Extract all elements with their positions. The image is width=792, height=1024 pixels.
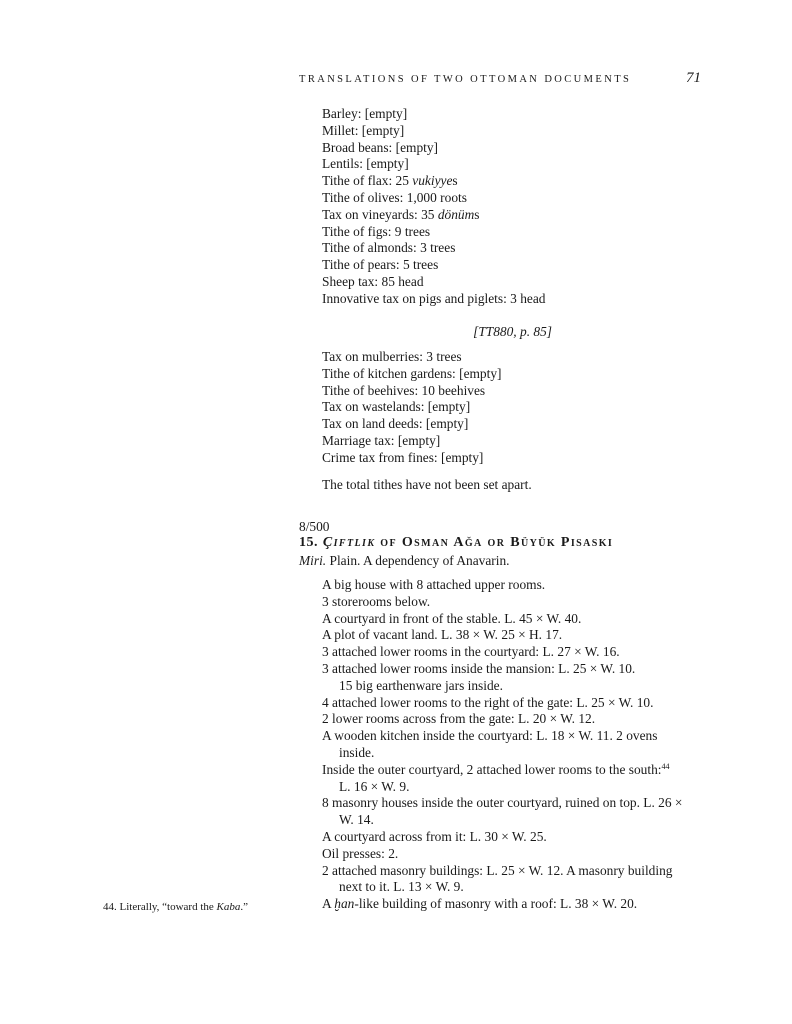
running-header [299,70,701,90]
list-item: 8 masonry houses inside the outer courtyard, ruined on top. L. 26 × [322,795,683,811]
list-item: Sheep tax: 85 head [322,273,424,289]
list-item: 4 attached lower rooms to the right of the gate: L. 25 × W. 10. [322,694,654,710]
section-number: 15. [299,535,318,550]
list-item: Tithe of beehives: 10 beehives [322,382,486,398]
list-item: Inside the outer courtyard, 2 attached lower rooms to the south:$^{44}$ [322,761,670,777]
list-item: A plot of vacant land. L. 38 × W. 25 × H. 17. [322,627,563,643]
list-item: Tithe of flax: 25 vukiyyes [322,173,458,189]
tax-list-1 [322,106,546,308]
list-item: A big house with 8 attached upper rooms. [322,577,546,592]
section-description: Miri. Plain. A dependency of Anavarin. [299,553,510,568]
section-code: 8/500 [299,519,330,534]
footnote: 44. Literally, “toward the Kaba.” [103,901,249,913]
list-item: Millet: [empty] [322,122,405,138]
list-item: Oil presses: 2. [322,845,399,861]
list-item: 3 attached lower rooms inside the mansion: L. 25 × W. 10. [322,660,636,676]
list-item: Tax on vineyards: 35 dönüms [322,206,480,222]
list-item: Lentils: [empty] [322,156,409,172]
list-item: Barley: [empty] [322,106,408,121]
property-list [322,577,682,913]
list-item: L. 16 × W. 9. [339,778,410,794]
list-item: Tax on mulberries: 3 trees [322,349,462,364]
list-item: Tithe of pears: 5 trees [322,257,439,273]
list-item: A courtyard in front of the stable. L. 45 × W. 40. [322,610,582,626]
list-item: 3 attached lower rooms in the courtyard: L. 27 × W. 16. [322,644,620,660]
list-item: 15 big earthenware jars inside. [339,677,503,693]
list-item: Tithe of olives: 1,000 roots [322,189,467,205]
list-item: Innovative tax on pigs and piglets: 3 head [322,290,546,306]
total-note: The total tithes have not been set apart. [322,477,532,492]
source-reference: [TT880, p. 85] [473,324,552,339]
list-item: Tax on land deeds: [empty] [322,416,469,432]
footnote-ref: 44 [661,761,670,771]
page-number: 71 [686,70,701,86]
list-item: A courtyard across from it: L. 30 × W. 25. [322,828,547,844]
list-item: A ḫan-like building of masonry with a roof: L. 38 × W. 20. [322,896,638,912]
list-item: W. 14. [339,812,374,828]
list-item: Tithe of figs: 9 trees [322,223,431,239]
list-item: Crime tax from fines: [empty] [322,449,484,465]
list-item: 2 attached masonry buildings: L. 25 × W. 12. A masonry building [322,862,673,878]
tax-list-2 [322,349,502,467]
section-heading [299,535,613,551]
list-item: Marriage tax: [empty] [322,432,441,448]
running-title: TRANSLATIONS OF TWO OTTOMAN DOCUMENTS [299,74,632,85]
list-item: next to it. L. 13 × W. 9. [339,879,464,895]
list-item: Tithe of almonds: 3 trees [322,240,456,256]
section-title: of Osman Ağa or Büyük Pisaski [380,535,614,550]
list-item: A wooden kitchen inside the courtyard: L. 18 × W. 11. 2 ovens [322,728,658,744]
section-title-italic: Çiftlik [322,535,376,550]
list-item: Tithe of kitchen gardens: [empty] [322,365,502,381]
list-item: Broad beans: [empty] [322,139,439,155]
list-item: 3 storerooms below. [322,593,431,609]
list-item: 2 lower rooms across from the gate: L. 20 × W. 12. [322,711,596,727]
list-item: Tax on wastelands: [empty] [322,399,471,415]
list-item: inside. [339,744,375,760]
